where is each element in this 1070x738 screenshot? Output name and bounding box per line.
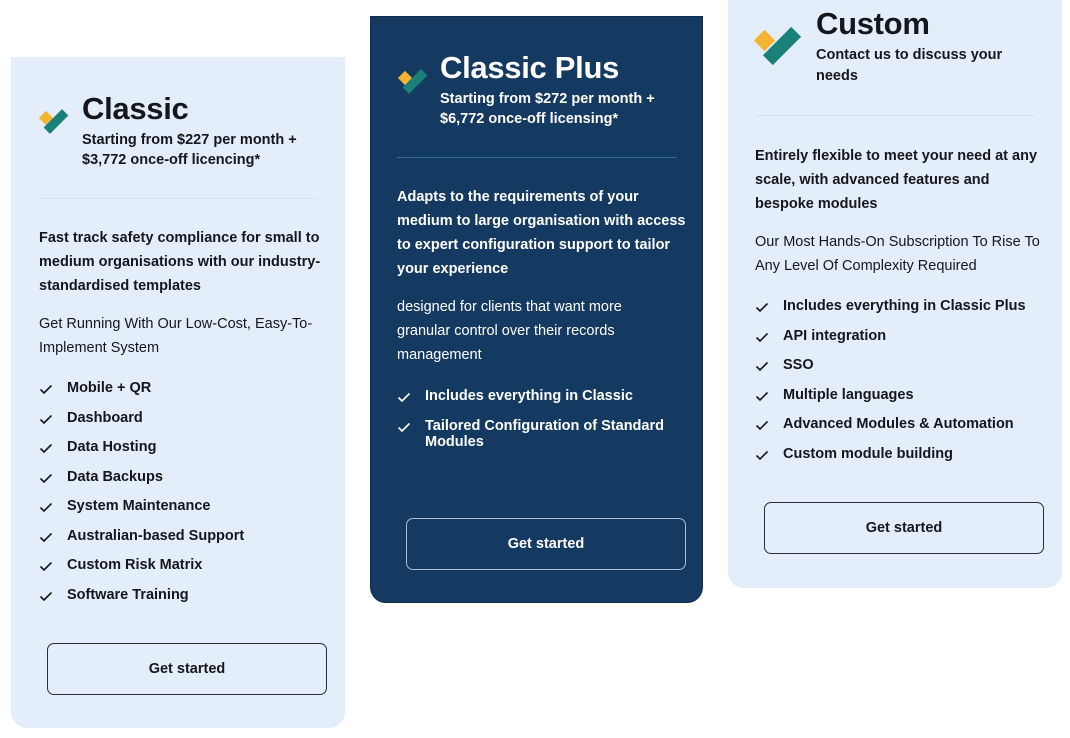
checkmark-logo-icon xyxy=(38,107,70,133)
plan-subtext: Get Running With Our Low-Cost, Easy-To-Implement System xyxy=(39,316,313,356)
get-started-button-classic-plus[interactable]: Get started xyxy=(406,518,686,570)
feature-item: Custom Risk Matrix xyxy=(39,557,329,587)
plan-subtext: Our Most Hands-On Subscription To Rise To Any Level Of Complexity Required xyxy=(755,234,1040,274)
check-icon xyxy=(39,412,53,426)
plan-subtext: designed for clients that want more granular control over their records management xyxy=(397,299,622,363)
check-icon xyxy=(39,382,53,396)
feature-item: Advanced Modules & Automation xyxy=(755,416,1045,446)
feature-item: Multiple languages xyxy=(755,387,1045,417)
feature-item: Custom module building xyxy=(755,446,1045,476)
feature-item: Data Backups xyxy=(39,469,329,499)
check-icon xyxy=(755,389,769,403)
check-icon xyxy=(39,589,53,603)
feature-item: Mobile + QR xyxy=(39,380,329,410)
check-icon xyxy=(39,530,53,544)
divider xyxy=(397,157,677,158)
feature-item: System Maintenance xyxy=(39,498,329,528)
feature-item: Tailored Configuration of Standard Modules xyxy=(397,418,687,450)
feature-list xyxy=(397,388,687,450)
check-icon xyxy=(755,300,769,314)
plan-price: Starting from $227 per month + $3,772 once-off licencing* xyxy=(82,132,297,168)
plan-title: Classic xyxy=(82,91,189,126)
plan-title: Classic Plus xyxy=(440,50,620,85)
plan-card-classic xyxy=(11,57,345,728)
checkmark-logo-icon xyxy=(754,23,802,63)
check-icon xyxy=(755,330,769,344)
plan-lead-text: Adapts to the requirements of your medium to large organisation with access to expert configuration support to tailor your experience xyxy=(397,189,686,277)
get-started-button-classic[interactable]: Get started xyxy=(47,643,327,695)
feature-item: Includes everything in Classic xyxy=(397,388,687,418)
feature-item: Includes everything in Classic Plus xyxy=(755,298,1045,328)
feature-item: SSO xyxy=(755,357,1045,387)
feature-item: API integration xyxy=(755,328,1045,358)
feature-item: Software Training xyxy=(39,587,329,617)
check-icon xyxy=(755,448,769,462)
divider xyxy=(755,115,1035,116)
check-icon xyxy=(39,471,53,485)
plan-card-custom xyxy=(728,0,1062,588)
feature-item: Australian-based Support xyxy=(39,528,329,558)
divider xyxy=(39,198,317,199)
get-started-button-custom[interactable]: Get started xyxy=(764,502,1044,554)
checkmark-logo-icon xyxy=(397,67,429,93)
plan-lead-text: Fast track safety compliance for small to medium organisations with our industry-standardised templates xyxy=(39,230,321,294)
check-icon xyxy=(39,441,53,455)
feature-list xyxy=(755,298,1045,475)
check-icon xyxy=(755,359,769,373)
feature-item: Data Hosting xyxy=(39,439,329,469)
check-icon xyxy=(397,420,411,434)
check-icon xyxy=(39,559,53,573)
plan-price: Contact us to discuss your needs xyxy=(816,47,1003,84)
plan-title: Custom xyxy=(816,6,930,41)
check-icon xyxy=(397,390,411,404)
feature-item: Dashboard xyxy=(39,410,329,440)
plan-lead-text: Entirely flexible to meet your need at any scale, with advanced features and bespoke modules xyxy=(755,148,1038,212)
check-icon xyxy=(755,418,769,432)
plan-card-classic-plus xyxy=(370,16,703,603)
feature-list xyxy=(39,380,329,616)
plan-price: Starting from $272 per month + $6,772 once-off licensing* xyxy=(440,91,655,127)
check-icon xyxy=(39,500,53,514)
